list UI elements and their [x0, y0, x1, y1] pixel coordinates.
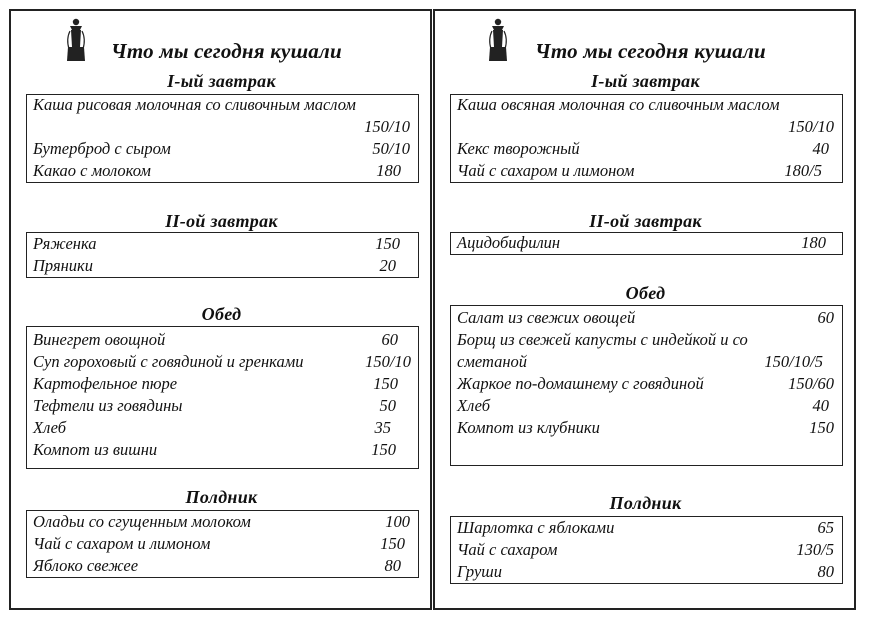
- list-item: Яблоко свежее 80: [33, 556, 401, 575]
- section-box-lunch: [26, 326, 419, 469]
- list-item: Хлеб 35: [33, 418, 391, 437]
- section-heading-breakfast-2: II-ой завтрак: [165, 211, 278, 231]
- list-item: Каша рисовая молочная со сливочным маслом: [33, 95, 356, 114]
- section-box-breakfast-1: [26, 94, 419, 183]
- list-item: Кекс творожный 40: [457, 139, 829, 158]
- section-heading-breakfast-2: II-ой завтрак: [589, 211, 702, 231]
- list-item: 150/10: [788, 117, 834, 136]
- list-item: Компот из вишни 150: [33, 440, 396, 459]
- list-item: Картофельное пюре 150: [33, 374, 398, 393]
- list-item: Груши 80: [457, 562, 834, 581]
- section-heading-lunch: Обед: [201, 304, 242, 324]
- list-item: Каша овсяная молочная со сливочным маслом: [457, 95, 780, 114]
- list-item: Бутерброд с сыром 50/10: [33, 139, 410, 158]
- school-emblem-icon: [487, 17, 509, 63]
- school-emblem-icon: [65, 17, 87, 63]
- list-item: сметаной 150/10/5: [457, 352, 823, 371]
- list-item: Шарлотка с яблоками 65: [457, 518, 834, 537]
- section-heading-lunch: Обед: [625, 283, 666, 303]
- section-box-breakfast-2: [450, 232, 843, 255]
- section-box-lunch: [450, 305, 843, 466]
- section-heading-snack: Полдник: [185, 487, 258, 507]
- section-heading-breakfast-1: I-ый завтрак: [167, 71, 276, 91]
- section-heading-breakfast-1: I-ый завтрак: [591, 71, 700, 91]
- section-box-breakfast-1: [450, 94, 843, 183]
- list-item: Чай с сахаром 130/5: [457, 540, 834, 559]
- list-item: Какао с молоком 180: [33, 161, 401, 180]
- list-item: Хлеб 40: [457, 396, 829, 415]
- list-item: Салат из свежих овощей 60: [457, 308, 834, 327]
- list-item: 150/10: [364, 117, 410, 136]
- list-item: Жаркое по-домашнему с говядиной 150/60: [457, 374, 834, 393]
- menu-sheet-left: [9, 9, 432, 610]
- list-item: Тефтели из говядины 50: [33, 396, 396, 415]
- list-item: Винегрет овощной 60: [33, 330, 398, 349]
- menu-title: Что мы сегодня кушали: [111, 39, 342, 63]
- list-item: Чай с сахаром и лимоном 150: [33, 534, 405, 553]
- list-item: Пряники 20: [33, 256, 396, 275]
- section-box-snack: [450, 516, 843, 584]
- menu-sheet-right: [433, 9, 856, 610]
- section-box-snack: [26, 510, 419, 578]
- list-item: Ацидобифилин 180: [457, 233, 826, 252]
- menu-title: Что мы сегодня кушали: [535, 39, 766, 63]
- list-item: Ряженка 150: [33, 234, 400, 253]
- section-box-breakfast-2: [26, 232, 419, 278]
- section-heading-snack: Полдник: [609, 493, 682, 513]
- list-item: Суп гороховый с говядиной и гренками 150/10: [33, 352, 411, 371]
- list-item: Чай с сахаром и лимоном 180/5: [457, 161, 822, 180]
- list-item: Компот из клубники 150: [457, 418, 834, 437]
- list-item: Борщ из свежей капусты с индейкой и со: [457, 330, 748, 349]
- list-item: Оладьи со сгущенным молоком 100: [33, 512, 410, 531]
